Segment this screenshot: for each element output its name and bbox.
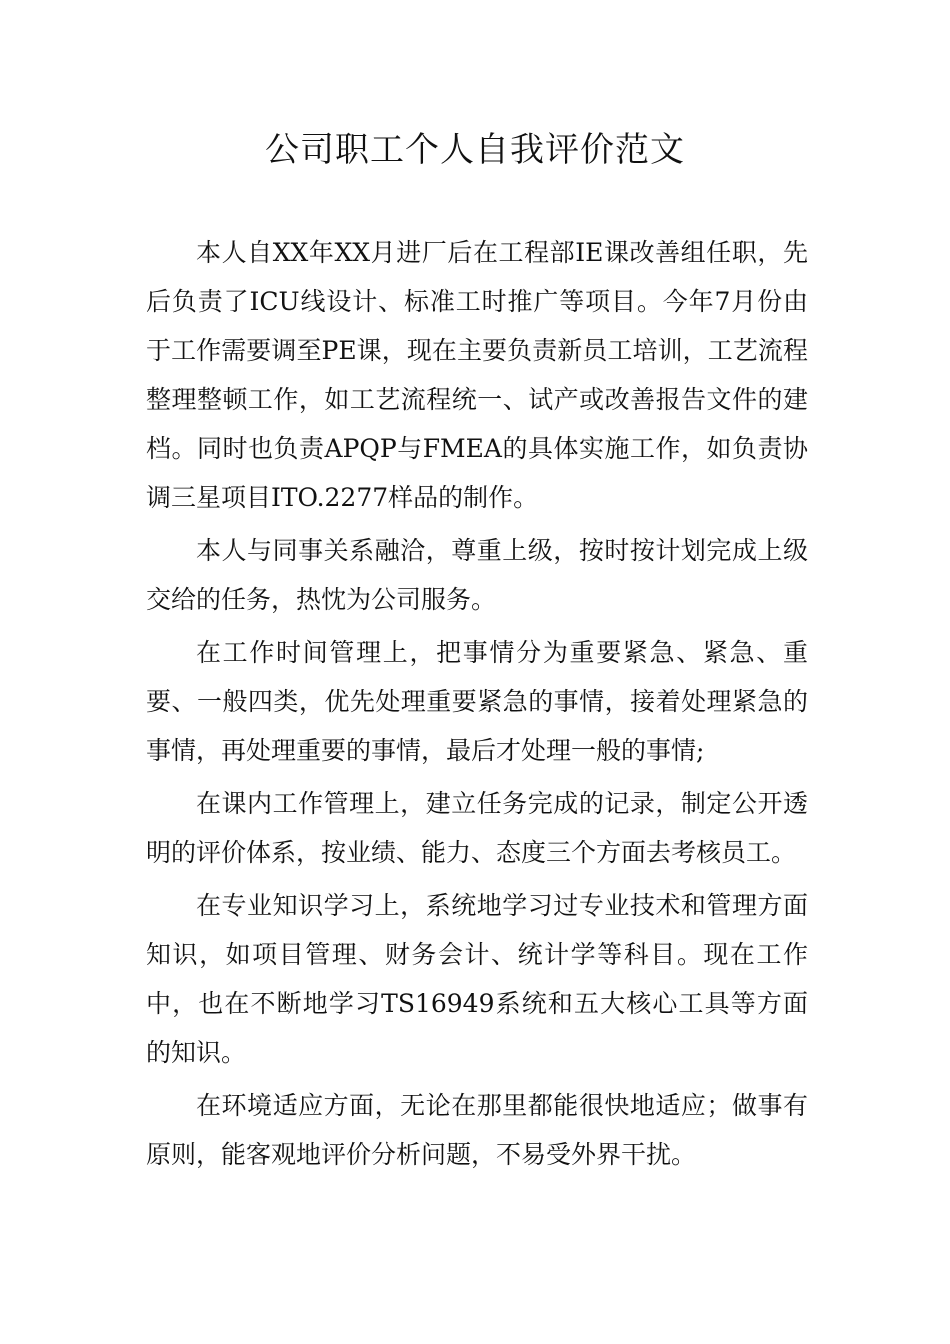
paragraph-6: 在环境适应方面，无论在那里都能很快地适应；做事有原则，能客观地评价分析问题，不易受外界干扰。 — [146, 1091, 808, 1169]
paragraph-4: 在课内工作管理上，建立任务完成的记录，制定公开透明的评价体系，按业绩、能力、态度三个方面去考核员工。 — [146, 789, 808, 867]
document-title: 公司职工个人自我评价范文 — [265, 130, 685, 170]
paragraph-1: 本人自XX年XX月进厂后在工程部IE课改善组任职，先后负责了ICU线设计、标准工时推广等项目。今年7月份由于工作需要调至PE课，现在主要负责新员工培训，工艺流程整理整顿工作，如工艺流程统一、试产或改善报告文件的建档。同时也负责APQP与FMEA的具体实施工作，如负责协调三星项目ITO.2277样品的制作。 — [146, 238, 808, 512]
paragraph-3: 在工作时间管理上，把事情分为重要紧急、紧急、重要、一般四类，优先处理重要紧急的事情，接着处理紧急的事情，再处理重要的事情，最后才处理一般的事情; — [146, 638, 808, 765]
paragraph-2: 本人与同事关系融洽，尊重上级，按时按计划完成上级交给的任务，热忱为公司服务。 — [146, 536, 808, 614]
document-body — [146, 228, 808, 1183]
paragraph-5: 在专业知识学习上，系统地学习过专业技术和管理方面知识，如项目管理、财务会计、统计学等科目。现在工作中，也在不断地学习TS16949系统和五大核心工具等方面的知识。 — [146, 891, 808, 1067]
